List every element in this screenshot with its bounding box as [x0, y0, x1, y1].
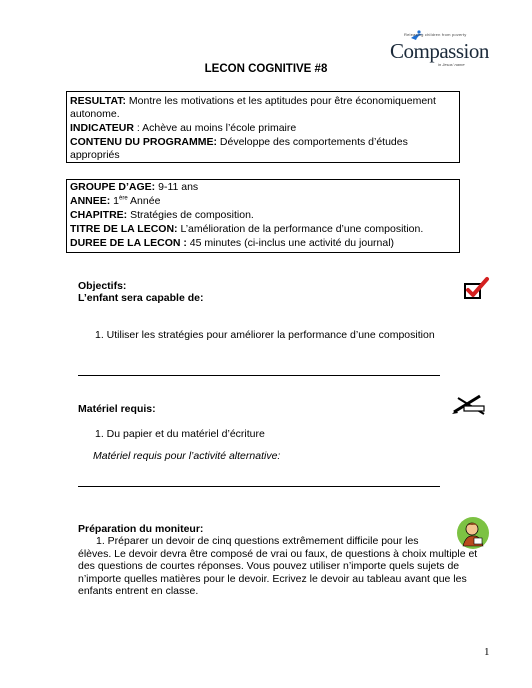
page-number: 1	[484, 646, 490, 658]
lesson-info-box	[66, 179, 460, 253]
annee-label: ANNEE:	[70, 195, 111, 207]
annee-num: 1	[110, 195, 120, 207]
materiel-heading: Matériel requis:	[78, 403, 156, 415]
logo-wordmark: Compassion	[390, 39, 489, 63]
contenu-line-2: appropriés	[70, 149, 120, 161]
groupe-label: GROUPE D’AGE:	[70, 181, 156, 193]
indicateur-label: INDICATEUR	[70, 122, 134, 134]
objectif-item-1: 1. Utiliser les stratégies pour améliorer la performance d’une composition	[95, 329, 435, 341]
resultat-label: RESULTAT:	[70, 95, 126, 107]
pencil-ruler-icon	[450, 392, 488, 418]
duree-line	[70, 237, 456, 250]
preparation-line-3: des questions de courtes réponses. Vous pouvez utiliser n’importe quels sujets de	[78, 560, 460, 572]
preparation-line-4: n’importe quelles matières pour le devoir. Ecrivez le devoir au tableau avant que les	[78, 572, 467, 585]
duree-text: 45 minutes (ci-inclus une activité du journal)	[186, 237, 395, 249]
groupe-text: 9-11 ans	[155, 181, 199, 193]
materiel-item-1: 1. Du papier et du matériel d’écriture	[95, 428, 265, 440]
annee-text: Année	[127, 195, 161, 207]
titre-label: TITRE DE LA LECON:	[70, 223, 178, 235]
contenu-text: Développe des comportements d’études	[217, 136, 408, 148]
materiel-alternative: Matériel requis pour l’activité alternative:	[93, 450, 281, 462]
outcome-box	[66, 91, 460, 163]
resultat-line-2: autonome.	[70, 108, 120, 120]
contenu-line	[70, 136, 456, 149]
divider-2	[78, 486, 440, 487]
preparation-line-2: élèves. Le devoir devra être composé de vrai ou faux, de questions à choix multiple et	[78, 547, 478, 560]
preparation-heading: Préparation du moniteur:	[78, 523, 204, 535]
resultat-text: Montre les motivations et les aptitudes pour être économiquement	[126, 95, 436, 107]
resultat-line	[70, 95, 456, 108]
chapitre-line	[70, 209, 456, 222]
annee-line	[70, 195, 456, 208]
objectifs-subheading: L’enfant sera capable de:	[78, 292, 204, 304]
groupe-line	[70, 181, 456, 194]
chapitre-label: CHAPITRE:	[70, 209, 128, 221]
annee-sup: ère	[119, 195, 128, 202]
chapitre-text: Stratégies de composition.	[127, 209, 254, 221]
divider-1	[78, 375, 440, 376]
preparation-line-1: 1. Préparer un devoir de cinq questions extrêmement difficile pour les	[96, 535, 419, 547]
teacher-avatar-icon	[456, 516, 490, 550]
indicateur-line	[70, 122, 456, 135]
objectifs-heading: Objectifs:	[78, 280, 127, 292]
logo-tagline: Releasing children from poverty	[404, 32, 467, 37]
indicateur-text: : Achève au moins l’école primaire	[133, 122, 297, 134]
titre-text: L’amélioration de la performance d’une composition.	[177, 223, 424, 235]
titre-line	[70, 223, 456, 236]
logo-subline: in Jesus' name	[438, 62, 465, 67]
page-title: LECON COGNITIVE #8	[204, 63, 328, 75]
duree-label: DUREE DE LA LECON :	[70, 237, 187, 249]
contenu-label: CONTENU DU PROGRAMME:	[70, 136, 217, 148]
preparation-line-5: enfants entrent en classe.	[78, 585, 199, 597]
checkbox-check-icon	[462, 276, 490, 302]
